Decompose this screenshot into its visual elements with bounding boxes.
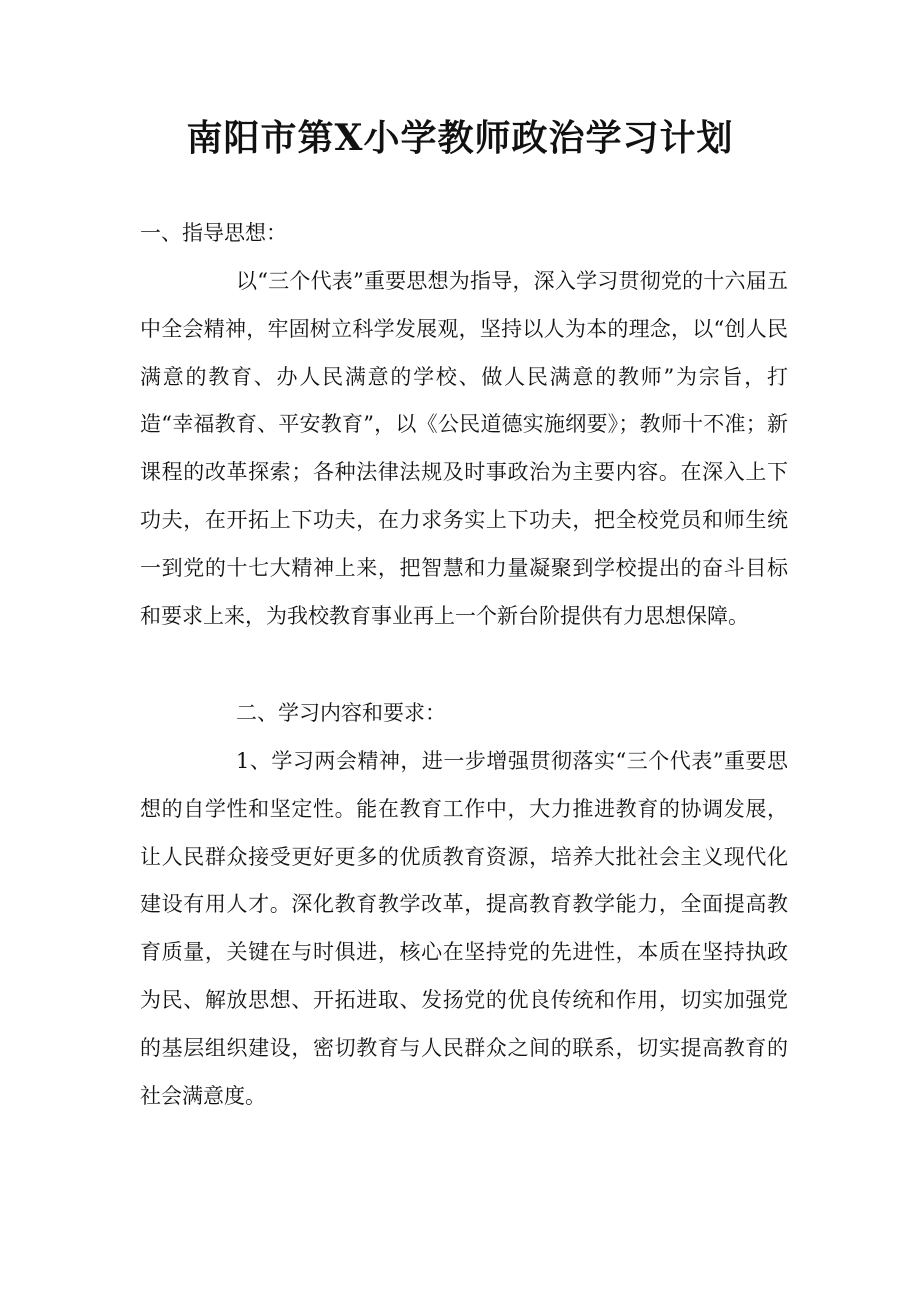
section-heading-guiding-ideology: 一、指导思想： [140, 221, 287, 245]
document-title: 南阳市第X小学教师政治学习计划 [186, 117, 734, 159]
paragraph-study-content: 1、学习两会精神，进一步增强贯彻落实“三个代表”重要思想的自学性和坚定性。能在教育工作中，大力推进教育的协调发展，让人民群众接受更好更多的优质教育资源，培养大批社会主义现代化建设有用人才。深化教育教学改革，提高教育教学能力，全面提高教育质量，关键在与时俱进，核心在坚持党的先进性，本质在坚持执政为民、解放思想、开拓进取、发扬党的优良传统和作用，切实加强党的基层组织建设，密切教育与人民群众之间的联系，切实提高教育的社会满意度。 [140, 749, 788, 1108]
section-heading-study-content: 二、学习内容和要求： [236, 701, 446, 725]
paragraph-guiding-ideology: 以“三个代表”重要思想为指导，深入学习贯彻党的十六届五中全会精神，牢固树立科学发展观，坚持以人为本的理念，以“创人民满意的教育、办人民满意的学校、做人民满意的教师”为宗旨，打造“幸福教育、平安教育”，以《公民道德实施纲要》；教师十不准；新课程的改革探索；各种法律法规及时事政治为主要内容。在深入上下功夫，在开拓上下功夫，在力求务实上下功夫，把全校党员和师生统一到党的十七大精神上来，把智慧和力量凝聚到学校提出的奋斗目标和要求上来，为我校教育事业再上一个新台阶提供有力思想保障。 [140, 269, 788, 628]
